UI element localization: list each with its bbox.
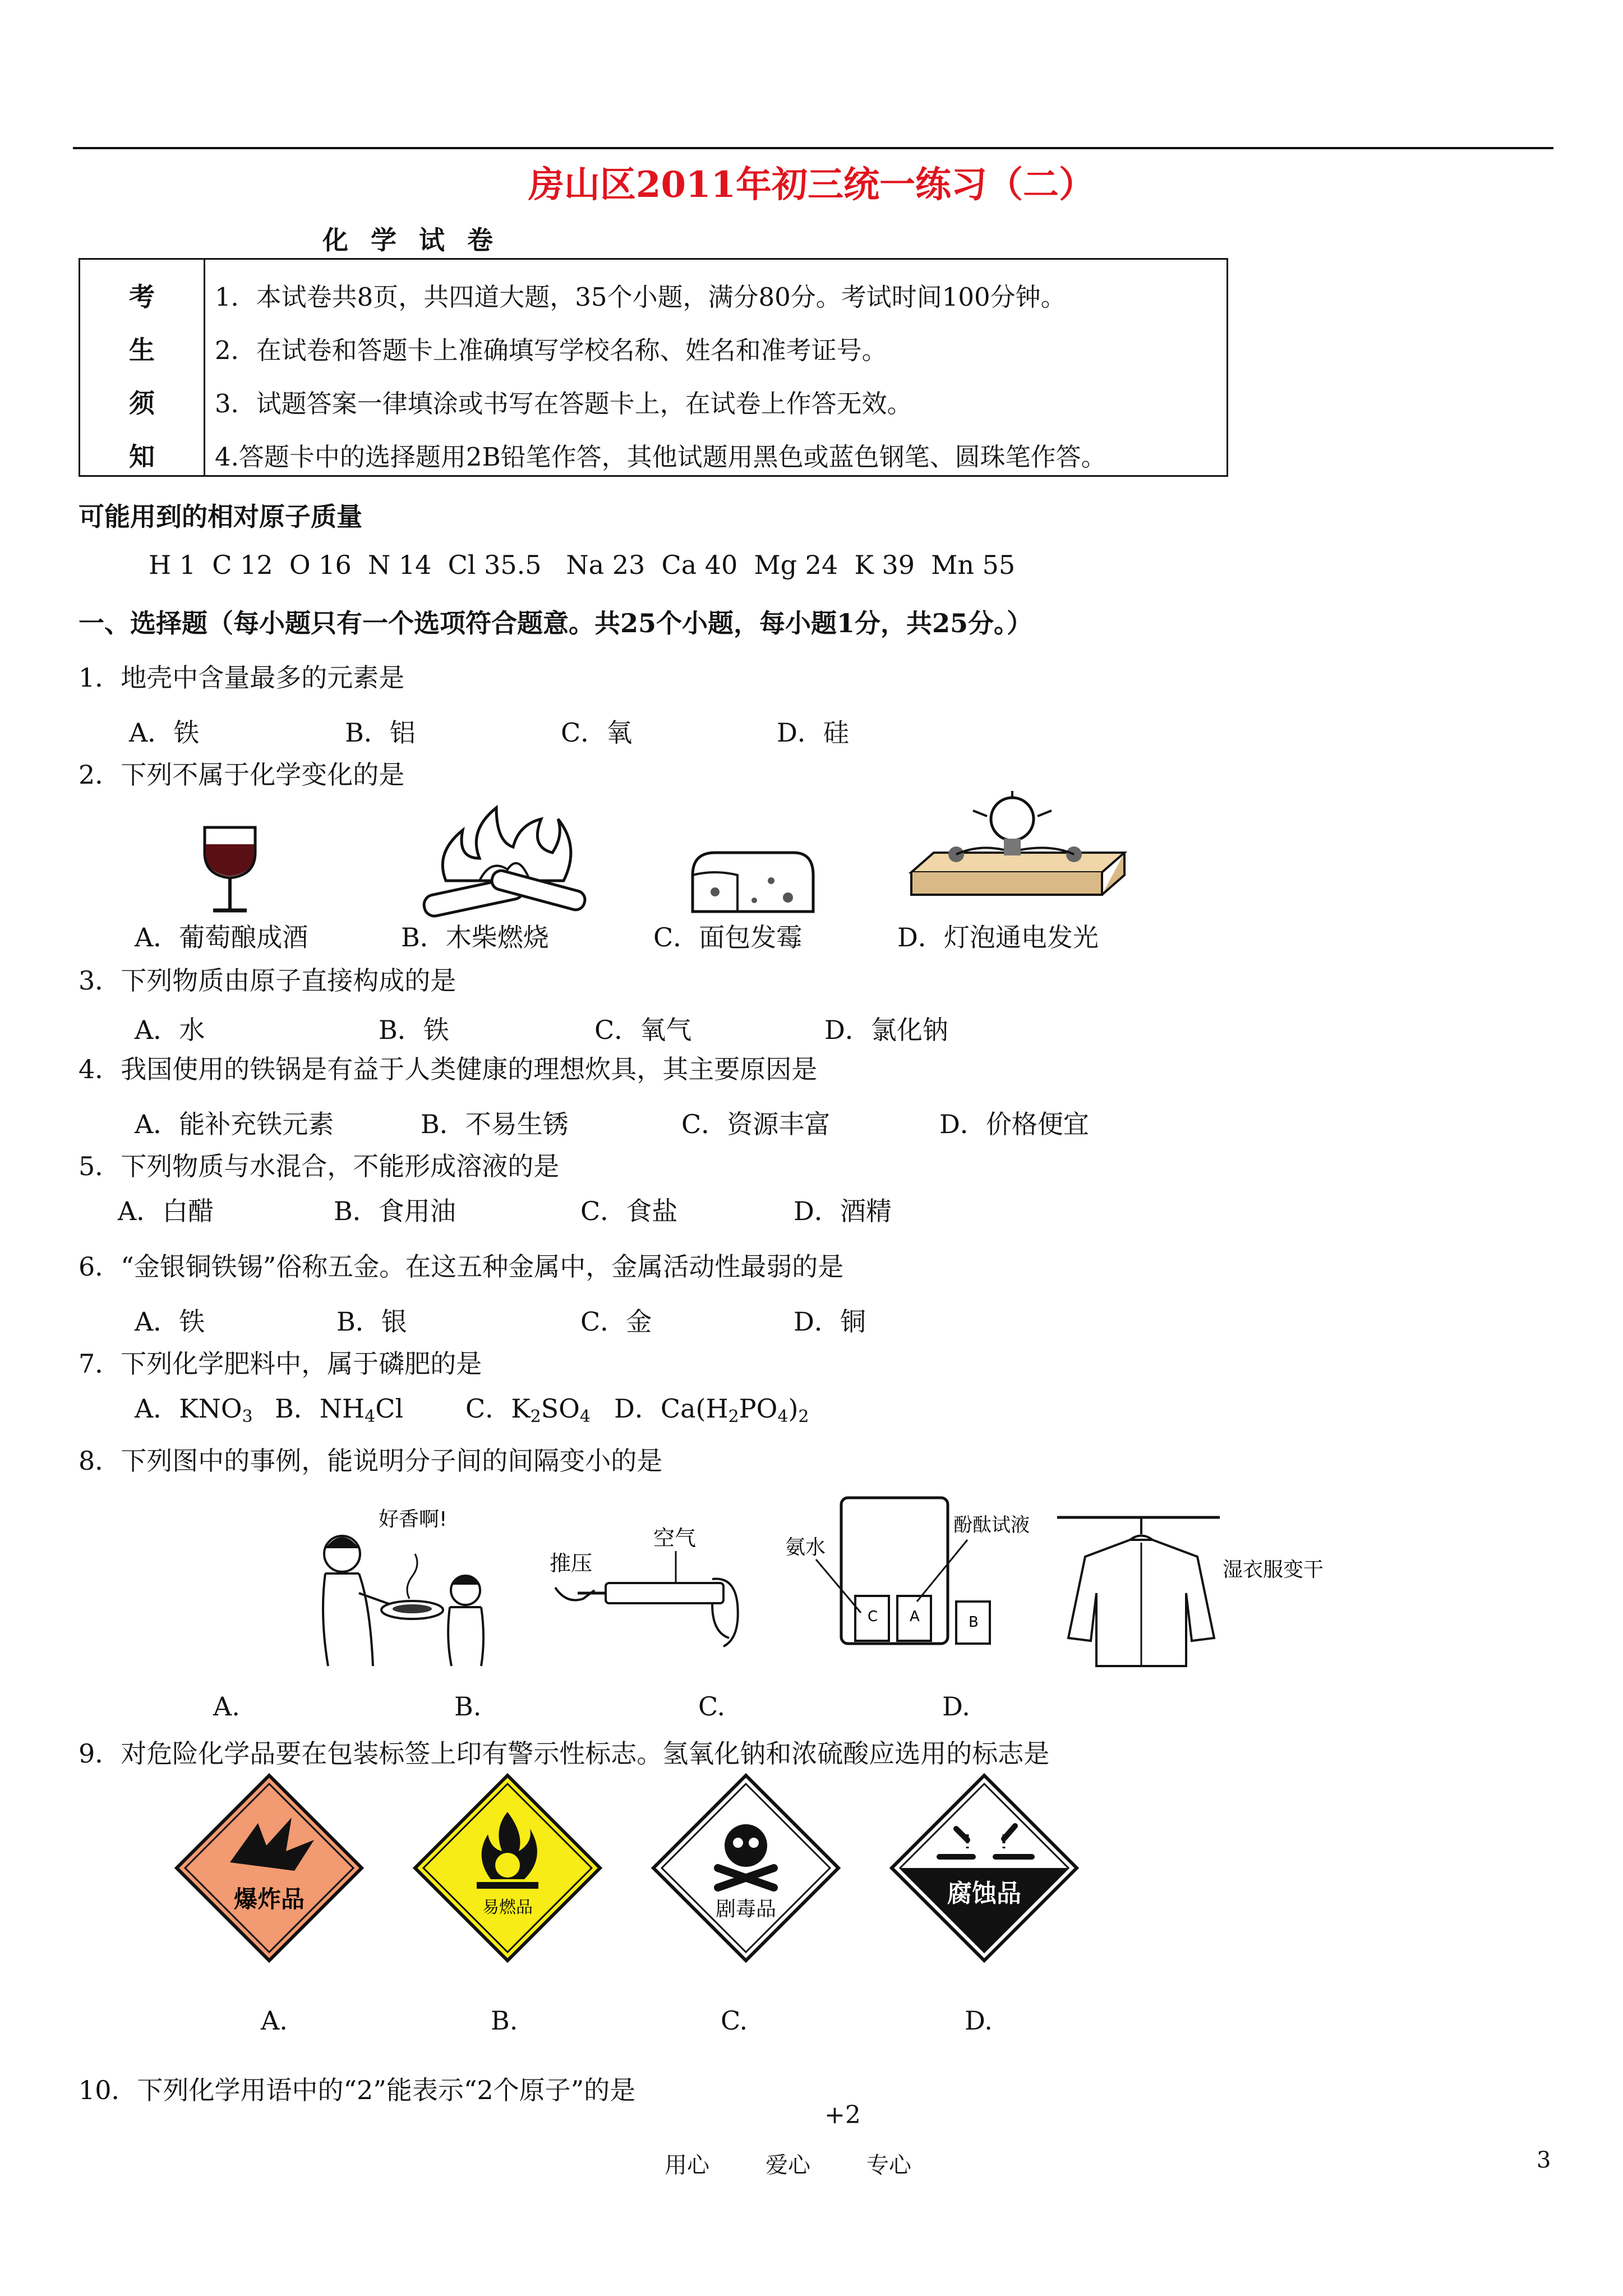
option: D．硅 [777, 717, 849, 748]
option: C. [721, 2005, 748, 2036]
flammable-sign-icon [412, 1773, 603, 1963]
footer-text: 专心 [866, 2152, 911, 2178]
option: B．木柴燃烧 [401, 922, 549, 953]
question-stem: 7．下列化学肥料中，属于磷肥的是 [79, 1349, 482, 1379]
notice-side-char: 知 [129, 441, 155, 472]
subscript: 4 [777, 1407, 789, 1427]
option: C．面包发霉 [653, 922, 803, 953]
phenol-label: 酚酞试液 [953, 1514, 1030, 1536]
option [135, 1388, 253, 1427]
notice-side-char: 生 [129, 335, 155, 365]
option: C．金 [580, 1306, 652, 1337]
sign-label: 腐蚀品 [947, 1879, 1021, 1908]
option-text: ) [788, 1393, 799, 1424]
option: A．能补充铁元素 [135, 1109, 334, 1139]
beaker-label: A [910, 1608, 920, 1625]
option-text: B．NH [275, 1393, 365, 1424]
option [465, 1388, 591, 1427]
top-rule [73, 147, 1553, 149]
notice-item: 2．在试卷和答题卡上准确填写学校名称、姓名和准考证号。 [215, 335, 887, 365]
sign-label: 易燃品 [482, 1898, 533, 1917]
option: D. [965, 2005, 993, 2036]
light-bulb-circuit-icon [889, 788, 1136, 906]
subscript: 2 [798, 1407, 809, 1427]
smell-label: 好香啊! [379, 1508, 448, 1531]
option: B．银 [336, 1306, 407, 1337]
option: D. [942, 1691, 970, 1722]
subscript: 3 [242, 1407, 253, 1427]
option: A．水 [135, 1015, 205, 1045]
notice-table [79, 258, 1228, 477]
question-stem: 8．下列图中的事例，能说明分子间的间隔变小的是 [79, 1446, 663, 1476]
option-text: A．KNO [135, 1393, 242, 1424]
subscript: 2 [728, 1407, 739, 1427]
ammonia-label: 氨水 [785, 1536, 826, 1559]
question-stem: 1．地壳中含量最多的元素是 [79, 662, 405, 693]
smell-scene-icon [303, 1503, 494, 1672]
question-stem: 2．下列不属于化学变化的是 [79, 760, 405, 790]
section-heading: 一、选择题（每小题只有一个选项符合题意。共25个小题，每小题1分，共25分。） [79, 608, 1033, 638]
option: A．白醋 [118, 1196, 214, 1226]
footer-text: 爱心 [766, 2152, 810, 2178]
option-text: PO [739, 1393, 778, 1424]
syringe-scene-icon [544, 1520, 763, 1649]
explosive-sign-icon [174, 1773, 365, 1963]
option-text: D．Ca(H [614, 1393, 728, 1424]
option-text: SO [541, 1393, 580, 1424]
option: A．铁 [135, 1306, 205, 1337]
option: A．铁 [129, 717, 200, 748]
option: A. [213, 1691, 240, 1722]
subscript: 4 [365, 1407, 376, 1427]
option-text: C．K [465, 1393, 531, 1424]
notice-item: 3．试题答案一律填涂或书写在答题卡上，在试卷上作答无效。 [215, 389, 912, 418]
notice-side [80, 260, 205, 475]
option: A. [261, 2005, 288, 2036]
option: B．铝 [345, 717, 416, 748]
option: D．价格便宜 [939, 1109, 1089, 1139]
footer-text: 用心 [665, 2152, 709, 2178]
option: D．铜 [794, 1306, 866, 1337]
option: D．氯化钠 [824, 1015, 948, 1045]
option: D．酒精 [794, 1196, 892, 1226]
atomic-heading: 可能用到的相对原子质量 [79, 501, 362, 532]
push-label: 推压 [550, 1551, 593, 1576]
option: A．葡萄酿成酒 [135, 922, 308, 953]
toxic-sign-icon [651, 1773, 841, 1963]
question-stem: 9．对危险化学品要在包装标签上印有警示性标志。氢氧化钠和浓硫酸应选用的标志是 [79, 1738, 1050, 1769]
notice-side-char: 考 [129, 282, 155, 312]
atomic-values: H 1 C 12 O 16 N 14 Cl 35.5 Na 23 Ca 40 Mg 24 K 39 Mn 55 [149, 550, 1016, 580]
question-stem: 6．“金银铜铁锡”俗称五金。在这五种金属中，金属活动性最弱的是 [79, 1251, 844, 1282]
option: C．食盐 [580, 1196, 678, 1226]
exam-subtitle: 化 学 试 卷 [322, 225, 500, 255]
option: C．氧 [561, 717, 633, 748]
page-number: 3 [1537, 2147, 1551, 2173]
sign-label: 剧毒品 [715, 1898, 777, 1921]
option: C．资源丰富 [681, 1109, 831, 1139]
ammonia-beaker-experiment-icon [782, 1489, 1030, 1658]
drying-clothes-icon [1052, 1509, 1324, 1672]
option: B．铁 [379, 1015, 449, 1045]
exam-title: 房山区2011年初三统一练习（二） [528, 164, 1095, 206]
question-stem: 4．我国使用的铁锅是有益于人类健康的理想炊具，其主要原因是 [79, 1054, 818, 1084]
option [614, 1388, 809, 1427]
beaker-label: B [969, 1614, 979, 1631]
option: D．灯泡通电发光 [897, 922, 1099, 953]
burning-wood-icon [412, 797, 592, 931]
option: C．氧气 [594, 1015, 692, 1045]
option: B．食用油 [334, 1196, 456, 1226]
sign-label: 爆炸品 [233, 1885, 305, 1913]
option: B．不易生锈 [421, 1109, 569, 1139]
beaker-label: C [868, 1608, 878, 1625]
notice-item: 4.答题卡中的选择题用2B铅笔作答，其他试题用黑色或蓝色钢笔、圆珠笔作答。 [215, 442, 1106, 472]
moldy-bread-icon [681, 841, 822, 926]
subscript: 2 [530, 1407, 541, 1427]
corrosive-sign-icon [889, 1773, 1080, 1963]
superscript-charge: +2 [824, 2101, 861, 2129]
option: B. [454, 1691, 482, 1722]
air-label: 空气 [653, 1526, 697, 1550]
question-stem: 10．下列化学用语中的“2”能表示“2个原子”的是 [79, 2075, 636, 2105]
clothes-label: 湿衣服变干 [1223, 1558, 1324, 1581]
question-stem: 5．下列物质与水混合，不能形成溶液的是 [79, 1151, 560, 1181]
wine-glass-icon [196, 822, 264, 917]
option [275, 1388, 403, 1427]
option: B. [491, 2005, 518, 2036]
question-stem: 3．下列物质由原子直接构成的是 [79, 965, 457, 996]
notice-item: 1．本试卷共8页，共四道大题，35个小题，满分80分。考试时间100分钟。 [215, 282, 1066, 312]
option-text: Cl [375, 1393, 404, 1424]
notice-side-char: 须 [129, 388, 155, 418]
subscript: 4 [579, 1407, 591, 1427]
option: C. [698, 1691, 726, 1722]
